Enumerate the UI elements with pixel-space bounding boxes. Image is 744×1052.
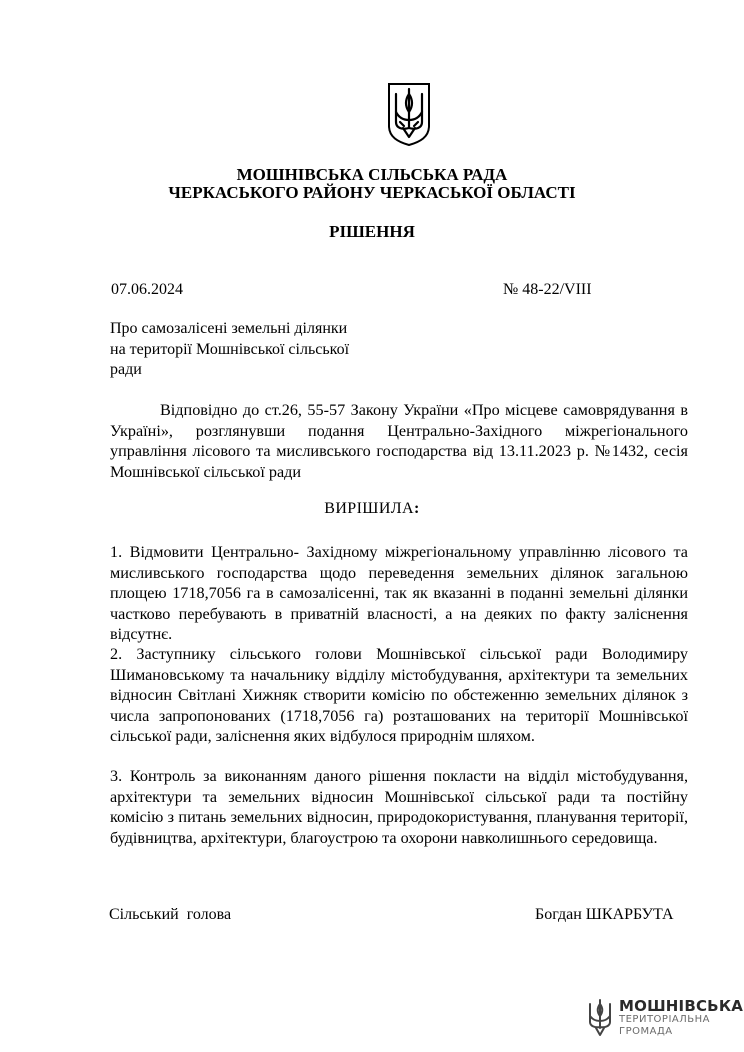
decision-item: 1. Відмовити Центрально- Західному міжрегіональному управлінню лісового та мисливського господарства щодо переведення земельних ділянок загальною площею 1718,7056 га в самозалісенні, так як вказанні в поданні земельні ділянки частково перебувають в приватній власності, а на деяких по факту заліснення відсутнє. [110, 543, 688, 643]
document-type: РІШЕННЯ [329, 222, 415, 241]
community-logo [586, 995, 744, 1043]
decision-item: 2. Заступнику сільського голови Мошнівської сільської ради Володимиру Шимановському та начальнику відділу містобудування, архітектури та земельних відносин Світлані Хижняк створити комісію по обстеженню земельних ділянок з числа запропонованих (1718,7056 га) розташованих на території Мошнівської сільської ради, заліснення яких відбулося природнім шляхом. [110, 645, 688, 745]
logo-title: МОШНІВСЬКА [619, 997, 744, 1015]
decision-item: 3. Контроль за виконанням даного рішення покласти на відділ містобудування, архітектури та земельних відносин Мошнівської сільської ради та постійну комісію з питань земельних відносин, природокористування, планування території, будівництва, архітектури, благоустрою та охорони навколишнього середовища. [110, 767, 688, 847]
signature-role: Сільський голова [109, 906, 232, 923]
decision-subject [110, 319, 410, 381]
logo-subtitle: ГРОМАДА [619, 1026, 673, 1037]
decision-number: № 48-22/VIII [503, 281, 592, 298]
trident-icon [386, 82, 432, 146]
decided-text: ВИРІШИЛА [324, 500, 415, 517]
decided-heading [0, 500, 744, 518]
subject-line: Про самозалісені земельні ділянки [110, 320, 348, 337]
decision-date: 07.06.2024 [111, 281, 183, 298]
decided-colon: : [414, 500, 420, 517]
logo-subtitle: ТЕРИТОРІАЛЬНА [619, 1014, 710, 1025]
council-district: ЧЕРКАСЬКОГО РАЙОНУ ЧЕРКАСЬКОЇ ОБЛАСТІ [168, 183, 576, 202]
subject-line: ради [110, 361, 142, 378]
logo-trident-icon [586, 998, 614, 1038]
intro-paragraph: Відповідно до ст.26, 55-57 Закону України «Про місцеве самоврядування в Україні», розглянувши подання Центрально-Західного міжрегіонального управління лісового та мисливського господарства від 13.11.2023 р. №1432, сесія Мошнівської сільської ради [110, 401, 688, 481]
subject-line: на території Мошнівської сільської [110, 340, 350, 358]
council-name: МОШНІВСЬКА СІЛЬСЬКА РАДА [236, 165, 508, 184]
signature-name: Богдан ШКАРБУТА [535, 906, 674, 923]
